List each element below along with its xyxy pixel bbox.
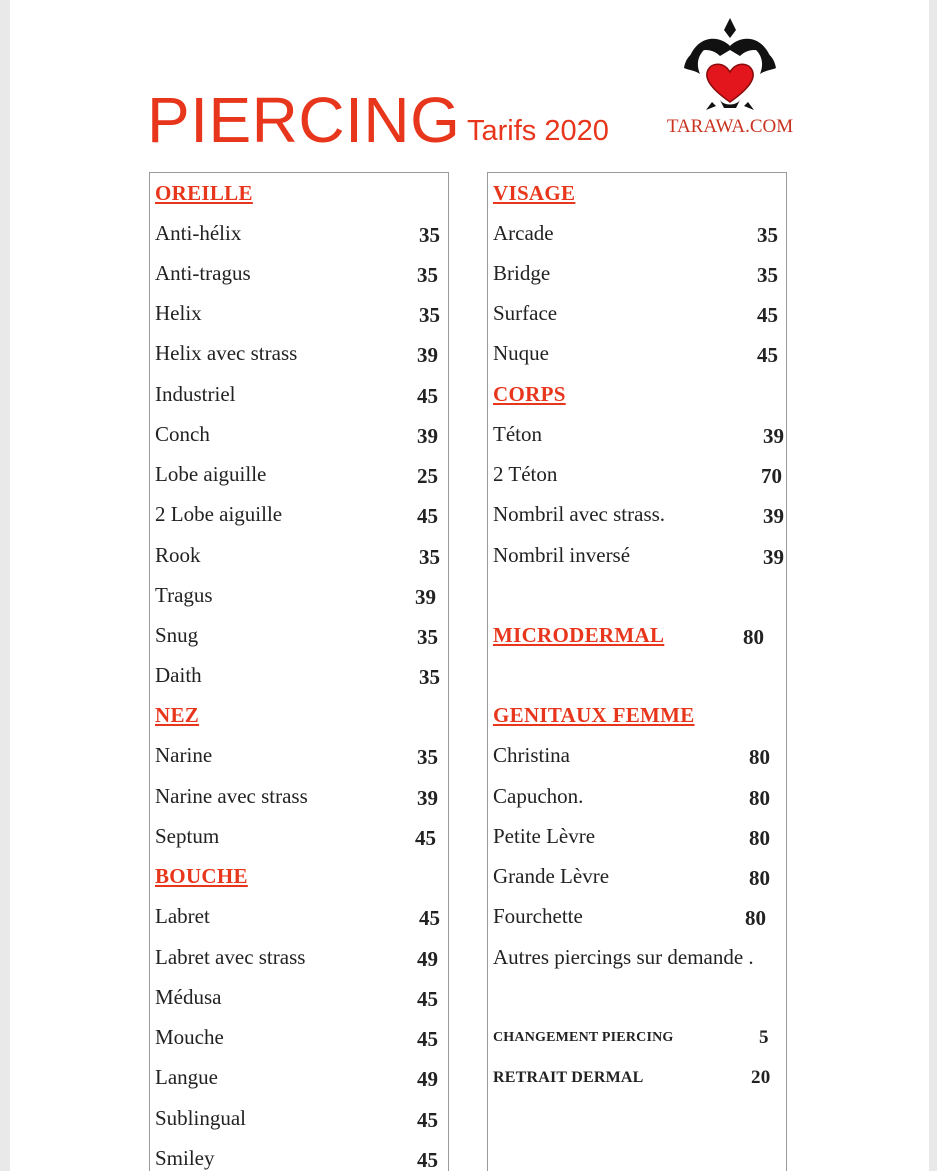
price-sheet-page <box>10 0 929 1171</box>
page-subtitle: Tarifs 2020 <box>467 115 609 147</box>
section-heading-oreille: OREILLE <box>155 181 253 205</box>
section-heading-bouche: BOUCHE <box>155 864 248 888</box>
page-title: PIERCING <box>147 84 461 156</box>
section-heading-nez: NEZ <box>155 703 200 727</box>
section-heading-corps: CORPS <box>493 382 566 406</box>
right-price-column: VISAGE Arcade 35 Bridge 35 Surface 45 Nuque 45 CORPS Téton 39 2 Téton 70 Nombril avec strass. 39 Nombril inversé 39 MICRODERMAL 80 GENITAUX FEMME Christina 80 Capuchon. 80 Petite Lèvre 80 Grande Lèvre 80 Fourchette 80 Autres piercings sur demande . CHANGEMENT PIERCING 5 RETRAIT DERMAL 20 <box>487 172 787 1171</box>
tarawa-logo <box>660 16 800 146</box>
section-heading-visage: VISAGE <box>493 181 576 205</box>
section-heading-microdermal: MICRODERMAL <box>493 623 665 647</box>
left-price-column: OREILLE Anti-hélix 35 Anti-tragus 35 Helix 35 Helix avec strass 39 Industriel 45 Conch 39 Lobe aiguille 25 2 Lobe aiguille 45 Rook 35 Tragus 39 Snug 35 Daith 35 NEZ Narine 35 Narine avec strass 39 Septum 45 BOUCHE Labret 45 Labret avec strass 49 Médusa 45 Mouche 45 Langue 49 Sublingual 45 Smiley 45 <box>149 172 449 1171</box>
other-piercings-note: Autres piercings sur demande . <box>493 945 754 969</box>
tribal-heart-icon <box>660 16 800 116</box>
section-heading-genitaux-femme: GENITAUX FEMME <box>493 703 695 727</box>
logo-text: TARAWA.COM <box>666 116 794 137</box>
